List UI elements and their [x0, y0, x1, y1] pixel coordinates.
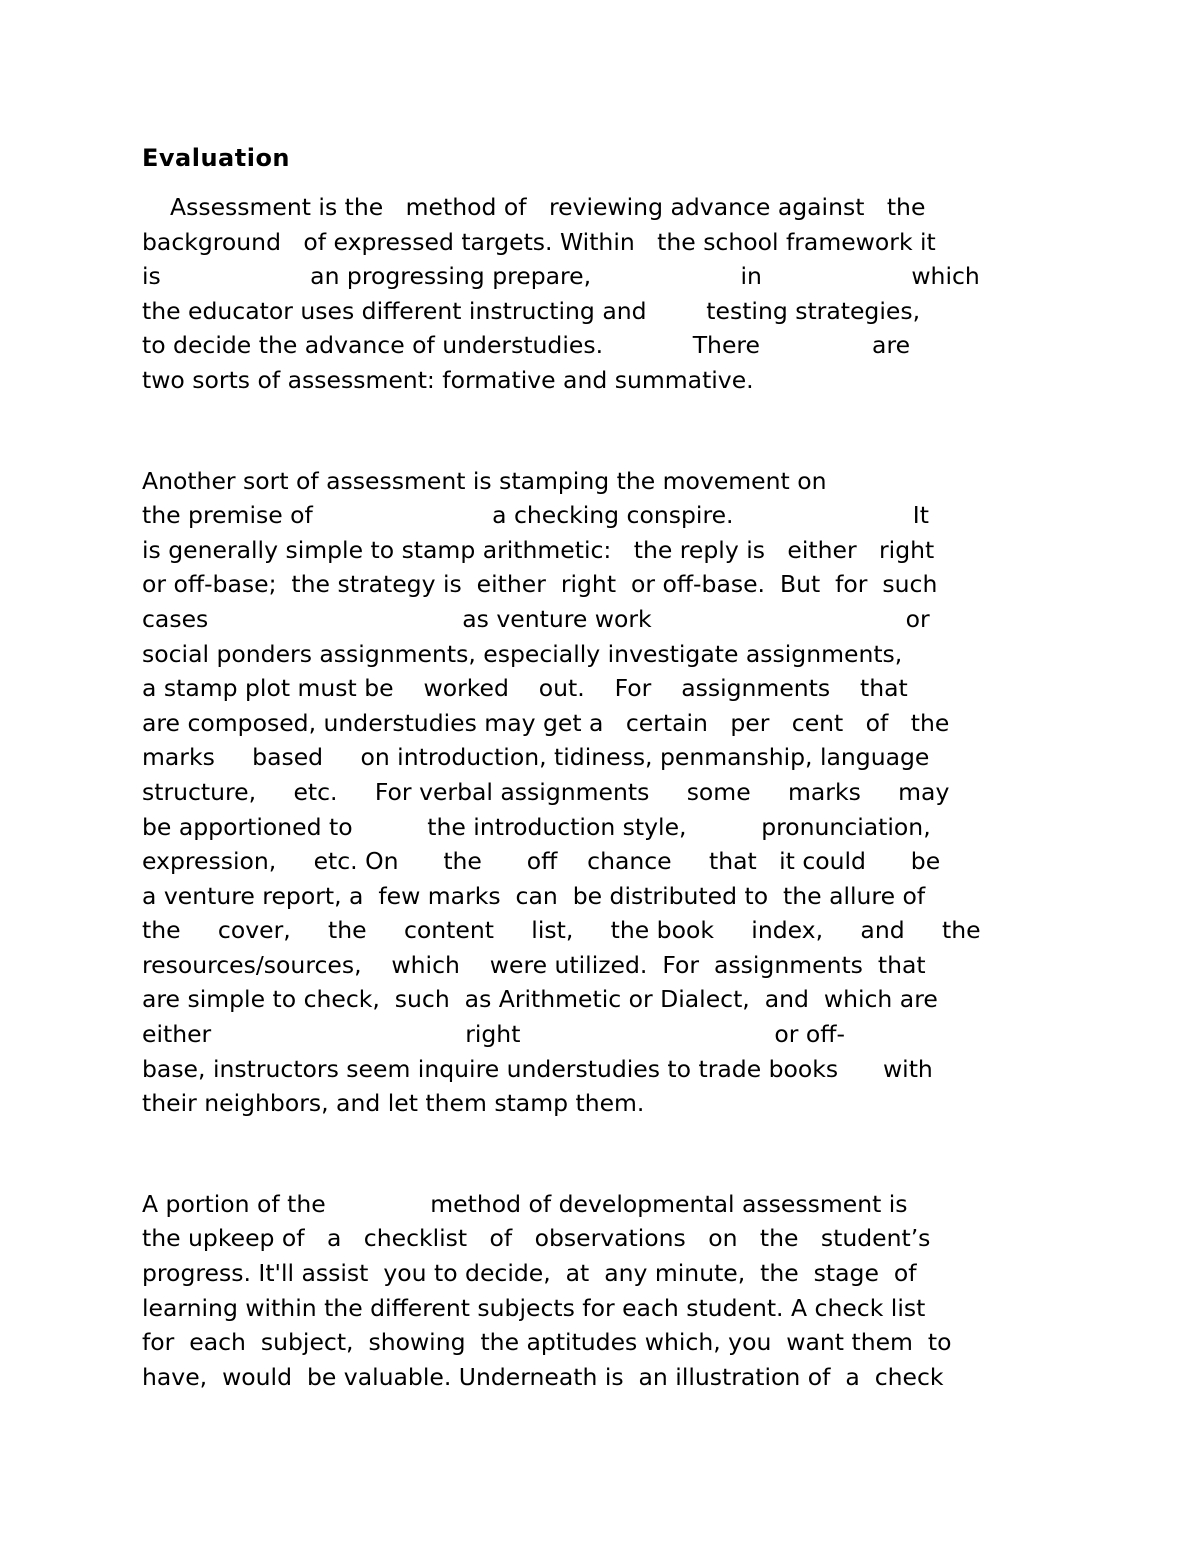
- text-line: [142, 498, 1058, 533]
- text-line: [142, 982, 1058, 1017]
- text-line: [142, 637, 1058, 672]
- line-text: the cover, the content list, the book index, and the: [142, 916, 981, 945]
- document-heading: Evaluation: [142, 144, 291, 172]
- text-line: [142, 363, 1058, 398]
- text-line: [142, 810, 1058, 845]
- text-line: [142, 1017, 1058, 1052]
- line-text: are simple to check, such as Arithmetic or Dialect, and which are: [142, 985, 938, 1014]
- line-text: is generally simple to stamp arithmetic: the reply is either right: [142, 535, 935, 564]
- text-line: [142, 533, 1058, 568]
- line-text: a stamp plot must be worked out. For assignments that: [142, 674, 908, 703]
- text-line: [142, 190, 1058, 225]
- line-text: is an progressing prepare, in which: [142, 262, 980, 291]
- text-line: [142, 225, 1058, 260]
- line-text: Another sort of assessment is stamping the movement on: [142, 466, 827, 495]
- text-line: [142, 464, 1058, 499]
- line-text: marks based on introduction, tidiness, penmanship, language: [142, 743, 930, 772]
- text-line: [142, 602, 1058, 637]
- line-text: either right or off-: [142, 1020, 845, 1049]
- text-line: [142, 328, 1058, 363]
- line-text: to decide the advance of understudies. There are: [142, 331, 911, 360]
- text-line: [142, 671, 1058, 706]
- text-line: [142, 706, 1058, 741]
- paragraph-gap: [142, 1121, 1058, 1187]
- text-line: [142, 1360, 1058, 1395]
- text-line: [142, 1256, 1058, 1291]
- text-line: [142, 294, 1058, 329]
- text-line: [142, 913, 1058, 948]
- line-text: the premise of a checking conspire. It: [142, 501, 929, 530]
- line-text: progress. It'll assist you to decide, at any minute, the stage of: [142, 1259, 917, 1288]
- line-text: learning within the different subjects for each student. A check list: [142, 1293, 926, 1322]
- text-line: [142, 259, 1058, 294]
- line-text: resources/sources, which were utilized. For assignments that: [142, 950, 926, 979]
- line-text: be apportioned to the introduction style, pronunciation,: [142, 812, 931, 841]
- line-text: their neighbors, and let them stamp them.: [142, 1089, 645, 1118]
- text-line: [142, 1086, 1058, 1121]
- text-line: [142, 1052, 1058, 1087]
- line-text: have, would be valuable. Underneath is an illustration of a check: [142, 1362, 944, 1391]
- line-text: the upkeep of a checklist of observations on the student’s: [142, 1224, 931, 1253]
- line-text: two sorts of assessment: formative and summative.: [142, 365, 754, 394]
- line-text: for each subject, showing the aptitudes which, you want them to: [142, 1328, 952, 1357]
- line-text: the educator uses different instructing and testing strategies,: [142, 296, 921, 325]
- line-text: social ponders assignments, especially investigate assignments,: [142, 639, 903, 668]
- text-line: [142, 1325, 1058, 1360]
- line-text: or off-base; the strategy is either right or off-base. But for such: [142, 570, 938, 599]
- line-text: background of expressed targets. Within the school framework it: [142, 227, 936, 256]
- paragraph-1: [142, 190, 1058, 398]
- line-text: structure, etc. For verbal assignments some marks may: [142, 777, 950, 806]
- line-text: expression, etc. On the off chance that it could be: [142, 847, 941, 876]
- text-line: [142, 879, 1058, 914]
- text-line: [142, 948, 1058, 983]
- line-text: are composed, understudies may get a certain per cent of the: [142, 708, 950, 737]
- line-text: A portion of the method of developmental assessment is: [142, 1189, 908, 1218]
- text-line: [142, 775, 1058, 810]
- paragraph-3: [142, 1187, 1058, 1395]
- text-line: [142, 567, 1058, 602]
- line-text: base, instructors seem inquire understudies to trade books with: [142, 1054, 933, 1083]
- line-text: a venture report, a few marks can be distributed to the allure of: [142, 881, 926, 910]
- line-text: Assessment is the method of reviewing advance against the: [170, 193, 926, 221]
- paragraph-2: [142, 464, 1058, 1121]
- text-line: [142, 1187, 1058, 1222]
- text-line: [142, 740, 1058, 775]
- document-page: [142, 138, 1058, 1394]
- text-line: [142, 1291, 1058, 1326]
- text-line: [142, 1221, 1058, 1256]
- line-text: cases as venture work or: [142, 604, 930, 633]
- text-line: [142, 844, 1058, 879]
- paragraph-gap: [142, 398, 1058, 464]
